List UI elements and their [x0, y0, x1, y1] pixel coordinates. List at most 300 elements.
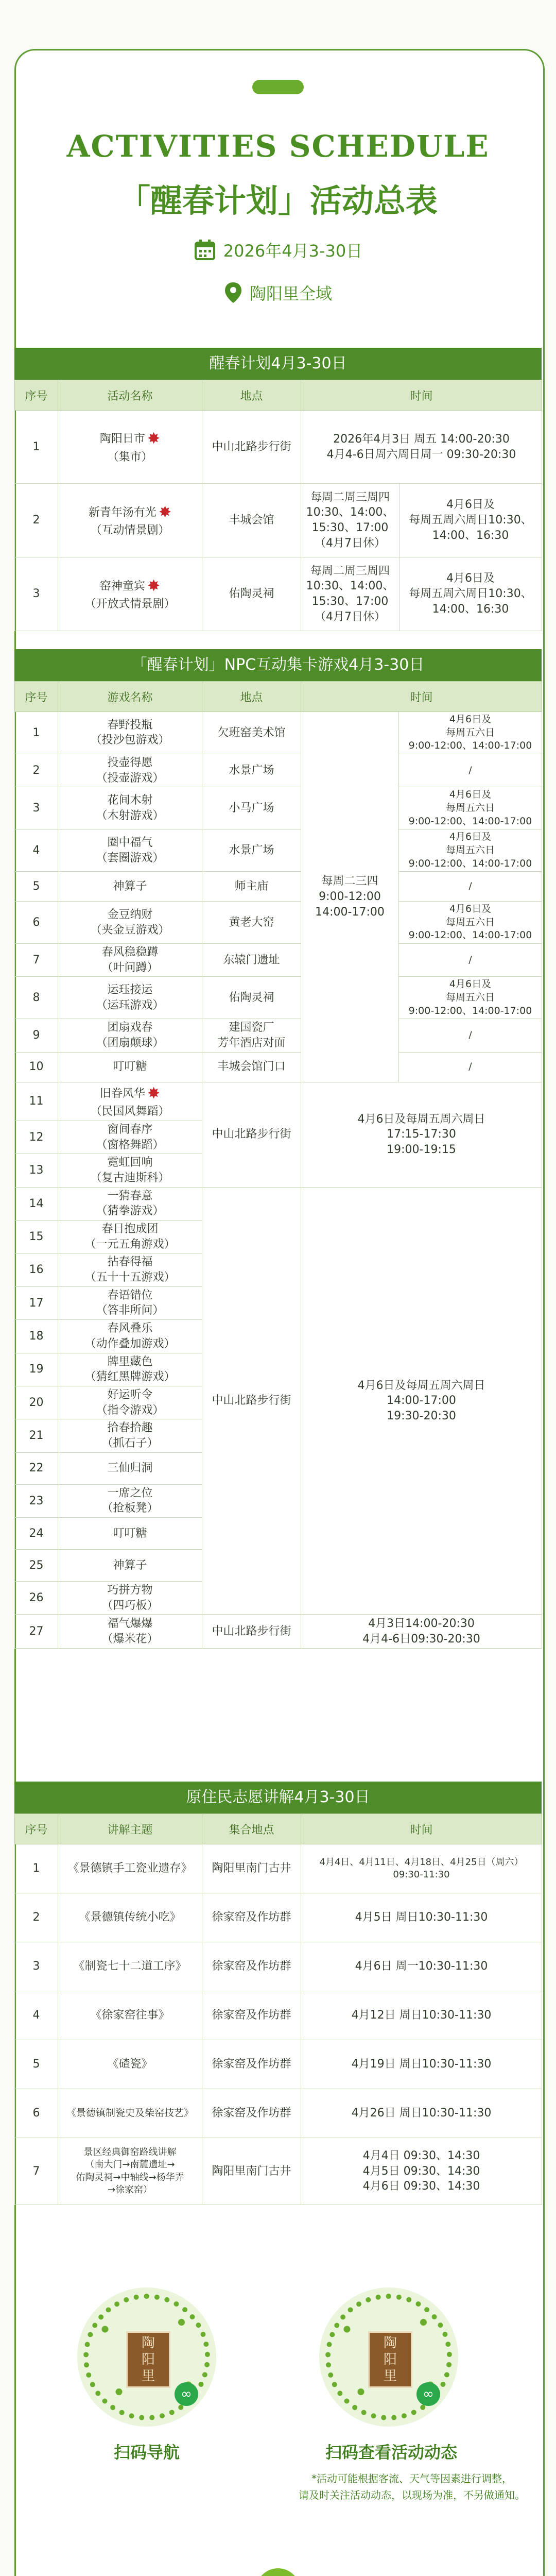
table-row	[15, 787, 542, 829]
name-line1: 好运听令	[107, 1388, 153, 1401]
row-no: 2	[15, 754, 58, 787]
table-header-row	[15, 682, 542, 712]
location-pin-icon	[224, 281, 242, 308]
game-place	[202, 902, 301, 944]
game-name	[58, 872, 202, 902]
row-no: 19	[15, 1353, 58, 1386]
row-no: 11	[15, 1082, 58, 1121]
name-line1: 神算子	[113, 879, 147, 893]
place: 徐家窑及作坊群	[202, 2040, 301, 2089]
name-line2: （猜红黑牌游戏）	[84, 1370, 176, 1384]
activity-qr-code[interactable]	[319, 2287, 458, 2427]
place: 徐家窑及作坊群	[202, 2089, 301, 2138]
t: 4月4-6日09:30-20:30	[362, 1632, 480, 1646]
table-row	[15, 944, 542, 977]
table-row	[15, 1052, 542, 1082]
activity-name	[58, 484, 202, 557]
weekend-times	[399, 712, 542, 754]
row-no: 24	[15, 1518, 58, 1550]
game-place	[202, 944, 301, 977]
qr1-label: 扫码导航	[113, 2443, 180, 2462]
table-row	[15, 712, 542, 754]
name-line2: （四巧板）	[101, 1599, 159, 1612]
name-line1: 霓虹回响	[107, 1156, 153, 1170]
table-row	[15, 557, 542, 631]
t: 9:00-12:00	[319, 890, 381, 904]
place: 徐家窑及作坊群	[202, 1991, 301, 2040]
weekend-times	[399, 1019, 542, 1052]
time: 4月6日 周一10:30-11:30	[301, 1942, 542, 1991]
game-place	[202, 754, 301, 787]
col-place: 地点	[202, 682, 301, 712]
t: 9:00-12:00、14:00-17:00	[408, 815, 532, 827]
table-header-row	[15, 380, 542, 411]
t: 每周五六日	[446, 992, 495, 1004]
activity-place: 中山北路步行街	[202, 411, 301, 484]
name-line1: 陶阳日市	[99, 432, 145, 446]
game-name	[58, 754, 202, 787]
mini-program-icon: ∞	[416, 2382, 440, 2406]
t: 4月6日及每周五周六周日	[357, 1379, 485, 1392]
row-no: 6	[15, 902, 58, 944]
col-name: 活动名称	[58, 380, 202, 411]
place-line1: 丰城会馆门口	[217, 1060, 286, 1074]
topic: 《碴瓷》	[58, 2040, 202, 2089]
row-no: 2	[15, 484, 58, 557]
name-line2: （叶问蹲）	[101, 961, 159, 974]
game-place	[202, 787, 301, 829]
game-name	[58, 829, 202, 872]
col-no: 序号	[15, 682, 58, 712]
t: 17:15-17:30	[387, 1128, 456, 1141]
group-times	[301, 1082, 542, 1187]
activity-place: 佑陶灵祠	[202, 557, 301, 631]
place-line1: 水景广场	[229, 764, 274, 777]
top-tab-decoration	[252, 80, 304, 94]
time-line2: 4月4-6日周六周日周一 09:30-20:30	[326, 448, 516, 461]
weekend-times	[399, 754, 542, 787]
star-badge-icon: ✸	[147, 1084, 161, 1103]
t: 14:00-17:00	[315, 905, 385, 919]
name-line2: （一元五角游戏）	[84, 1238, 176, 1251]
game-place	[202, 712, 301, 754]
name-line2: （集市）	[107, 450, 153, 464]
game-place: 中山北路步行街	[202, 1615, 301, 1649]
name-line1: 投壶得愿	[107, 756, 153, 769]
col-time: 时间	[301, 380, 542, 411]
place-line1: 水景广场	[229, 843, 274, 857]
table-row	[15, 1942, 542, 1991]
t: 景区经典御窑路线讲解	[83, 2146, 177, 2158]
row-no: 23	[15, 1484, 58, 1517]
activity-time	[301, 557, 542, 631]
game-name	[58, 1154, 202, 1187]
group-times	[301, 1187, 542, 1615]
game-name	[58, 1253, 202, 1286]
row-no: 3	[15, 787, 58, 829]
star-badge-icon: ✸	[147, 577, 161, 595]
section2-title: 「醒春计划」NPC互动集卡游戏4月3-30日	[14, 649, 542, 681]
time: 4月5日 周日10:30-11:30	[301, 1893, 542, 1942]
star-badge-icon: ✸	[147, 430, 161, 448]
name-line1: 巧拼方物	[107, 1584, 153, 1597]
name-line1: 金豆纳财	[107, 908, 153, 921]
t: 14:00、16:30	[432, 602, 509, 616]
t: 9:00-12:00、14:00-17:00	[408, 857, 532, 869]
name-line1: 春风叠乐	[107, 1322, 153, 1335]
t: 19:00-19:15	[387, 1143, 456, 1157]
activity-place: 丰城会馆	[202, 484, 301, 557]
t: 9:00-12:00、14:00-17:00	[408, 1005, 532, 1016]
title-chinese: 「醒春计划」活动总表	[118, 182, 438, 219]
game-name	[58, 1419, 202, 1452]
name-line1: 花间木射	[107, 794, 153, 807]
group-place: 中山北路步行街	[202, 1187, 301, 1615]
row-no: 4	[15, 829, 58, 872]
table-row	[15, 1082, 542, 1121]
topic: 《徐家窑往事》	[58, 1991, 202, 2040]
t: 4月6日 09:30、14:30	[362, 2180, 480, 2193]
game-place	[202, 1019, 301, 1052]
name-line2: （套圈游戏）	[96, 851, 164, 865]
place-line2: 芳年酒店对面	[217, 1037, 286, 1050]
t: 每周五六日	[446, 726, 495, 738]
weekday-times	[301, 484, 399, 557]
date-line	[0, 238, 556, 265]
t: 4月4日 09:30、14:30	[362, 2149, 480, 2162]
t: 4月6日及每周五周六周日	[357, 1112, 485, 1126]
row-no: 16	[15, 1253, 58, 1286]
game-name	[58, 1484, 202, 1517]
table-row	[15, 977, 542, 1019]
t: 每周五六日	[446, 844, 495, 856]
name-line1: 运珏接运	[107, 984, 153, 997]
section2-table	[14, 681, 542, 1649]
t: 4月4日、4月11日、4月18日、4月25日（周六）	[319, 1856, 524, 1868]
section3-title: 原住民志愿讲解4月3-30日	[14, 1782, 542, 1814]
game-name	[58, 1615, 202, 1649]
section3-table	[14, 1814, 542, 2205]
row-no: 27	[15, 1615, 58, 1649]
table-row	[15, 411, 542, 484]
time: 4月19日 周日10:30-11:30	[301, 2040, 542, 2089]
game-name	[58, 1019, 202, 1052]
group-place: 中山北路步行街	[202, 1082, 301, 1187]
name-line2: （开放式情景剧）	[84, 598, 176, 611]
col-no: 序号	[15, 1814, 58, 1844]
t: 10:30、14:00、	[306, 580, 394, 593]
name-line2: （运珏游戏）	[96, 998, 164, 1012]
weekend-times	[399, 787, 542, 829]
table-row	[15, 1019, 542, 1052]
game-name	[58, 1386, 202, 1419]
row-no: 3	[15, 557, 58, 631]
name-line1: 春日抱成团	[101, 1223, 159, 1236]
name-line2: （爆米花）	[101, 1632, 159, 1646]
row-no: 21	[15, 1419, 58, 1452]
row-no: 25	[15, 1550, 58, 1582]
t: 每周二周三周四	[310, 564, 390, 578]
taoyangli-logo: 陶 阳 里	[126, 2331, 170, 2388]
game-name	[58, 1320, 202, 1353]
weekend-times	[399, 902, 542, 944]
row-no: 13	[15, 1154, 58, 1187]
row-no: 1	[15, 1844, 58, 1893]
game-place	[202, 872, 301, 902]
topic	[58, 2138, 202, 2205]
table-row	[15, 1615, 542, 1649]
name-line1: 三仙归洞	[107, 1462, 153, 1475]
t: （4月7日休）	[315, 536, 386, 550]
name-line2: （答非所问）	[96, 1304, 164, 1317]
activity-name	[58, 411, 202, 484]
table-row	[15, 1844, 542, 1893]
row-no: 17	[15, 1286, 58, 1319]
t: 每周五六日	[446, 916, 495, 928]
game-name	[58, 1052, 202, 1082]
weekend-times	[399, 944, 542, 977]
col-place: 集合地点	[202, 1814, 301, 1844]
empty-slash: /	[468, 880, 472, 892]
table-row	[15, 1187, 542, 1220]
table-row	[15, 829, 542, 872]
name-line1: 旧眷风华	[99, 1087, 145, 1100]
date-text: 2026年4月3-30日	[223, 241, 363, 261]
t: 4月6日及	[449, 789, 492, 801]
game-name	[58, 902, 202, 944]
section1-title: 醒春计划4月3-30日	[14, 348, 542, 380]
table-row	[15, 754, 542, 787]
game-name	[58, 1187, 202, 1220]
name-line2: （抢板凳）	[101, 1502, 159, 1515]
row-no: 20	[15, 1386, 58, 1419]
name-line1: 窗间春序	[107, 1123, 153, 1136]
title-english: ACTIVITIES SCHEDULE	[66, 129, 490, 164]
place-line1: 小马广场	[229, 801, 274, 815]
col-topic: 讲解主题	[58, 1814, 202, 1844]
game-name	[58, 787, 202, 829]
navigation-qr-code[interactable]	[77, 2287, 216, 2427]
qr2-label: 扫码查看活动动态	[325, 2443, 457, 2462]
name-line1: 春语错位	[107, 1289, 153, 1302]
table-row	[15, 2138, 542, 2205]
name-line2: （五十十五游戏）	[84, 1271, 176, 1284]
time	[301, 2138, 542, 2205]
location-line	[0, 281, 556, 308]
row-no: 15	[15, 1221, 58, 1253]
location-text: 陶阳里全域	[249, 284, 332, 303]
note-line2: 请及时关注活动动态，以现场为准，不另做通知。	[299, 2489, 525, 2501]
table-header-row	[15, 1814, 542, 1844]
t: 4月6日及	[446, 572, 495, 585]
name-line1: 新青年汤有光	[88, 506, 157, 519]
row-no: 2	[15, 1893, 58, 1942]
t: （南大门→南麓遗址→	[85, 2159, 175, 2171]
weekend-times	[399, 829, 542, 872]
game-name	[58, 977, 202, 1019]
game-name	[58, 1121, 202, 1154]
weekend-times	[399, 1052, 542, 1082]
name-line1: 叮叮糖	[113, 1527, 147, 1540]
game-times	[301, 1615, 542, 1649]
time-line1: 2026年4月3日 周五 14:00-20:30	[333, 432, 510, 446]
table-row	[15, 2089, 542, 2138]
game-name	[58, 1550, 202, 1582]
col-time: 时间	[301, 1814, 542, 1844]
name-line1: 拾春拾趣	[107, 1421, 153, 1435]
table-row	[15, 902, 542, 944]
place-line1: 东辕门遗址	[223, 953, 280, 967]
t: 4月3日14:00-20:30	[368, 1617, 475, 1631]
t: 每周五六日	[446, 802, 495, 814]
name-line2: （抓石子）	[101, 1436, 159, 1450]
t: 4月6日及	[449, 903, 492, 915]
name-line2: （复古迪斯科）	[90, 1171, 170, 1184]
row-no: 5	[15, 872, 58, 902]
t: 15:30、17:00	[311, 521, 389, 534]
row-no: 7	[15, 2138, 58, 2205]
game-name	[58, 1221, 202, 1253]
t: 每周五周六周日10:30、	[409, 514, 532, 527]
name-line2: （窗格舞蹈）	[96, 1138, 164, 1151]
game-place	[202, 829, 301, 872]
t: （4月7日休）	[315, 610, 386, 623]
name-line1: 福气爆爆	[107, 1617, 153, 1631]
name-line1: 神算子	[113, 1558, 147, 1572]
col-no: 序号	[15, 380, 58, 411]
topic: 《景德镇传统小吃》	[58, 1893, 202, 1942]
table-row	[15, 1991, 542, 2040]
row-no: 3	[15, 1942, 58, 1991]
row-no: 1	[15, 411, 58, 484]
place-line1: 黄老大窑	[229, 916, 274, 929]
row-no: 9	[15, 1019, 58, 1052]
t: 19:30-20:30	[387, 1409, 456, 1422]
row-no: 4	[15, 1991, 58, 2040]
name-line1: 一猜春意	[107, 1189, 153, 1202]
game-name	[58, 944, 202, 977]
t: 4月5日 09:30、14:30	[362, 2164, 480, 2178]
game-name	[58, 712, 202, 754]
table-row	[15, 1893, 542, 1942]
row-no: 26	[15, 1582, 58, 1615]
row-no: 10	[15, 1052, 58, 1082]
name-line1: 拈春得福	[107, 1256, 153, 1269]
game-name	[58, 1582, 202, 1615]
weekday-times	[301, 712, 399, 1082]
t: 4月6日及	[449, 978, 492, 990]
note-line1: *活动可能根据客流、天气等因素进行调整，	[311, 2472, 512, 2485]
t: 4月6日及	[446, 498, 495, 512]
name-line2: （投沙包游戏）	[90, 734, 170, 747]
activity-time	[301, 411, 542, 484]
star-badge-icon: ✸	[158, 503, 172, 521]
col-name: 游戏名称	[58, 682, 202, 712]
name-line1: 春风稳稳蹲	[101, 946, 159, 959]
name-line2: （投壶游戏）	[96, 771, 164, 785]
name-line1: 圈中福气	[107, 836, 153, 849]
name-line2: （民国风舞蹈）	[90, 1105, 170, 1118]
name-line2: （夹金豆游戏）	[90, 923, 170, 937]
game-name	[58, 1082, 202, 1121]
name-line1: 窑神童宾	[99, 580, 145, 593]
row-no: 6	[15, 2089, 58, 2138]
t: 09:30-11:30	[393, 1869, 450, 1880]
taoyangli-logo: 陶 阳 里	[368, 2331, 412, 2388]
row-no: 22	[15, 1452, 58, 1484]
t: →徐家窑）	[107, 2184, 153, 2195]
topic: 《景德镇制瓷史及柴窑技艺》	[58, 2089, 202, 2138]
weekend-times	[399, 872, 542, 902]
row-no: 7	[15, 944, 58, 977]
weekend-times	[399, 557, 542, 631]
t: 15:30、17:00	[311, 595, 389, 608]
t: 每周五周六周日10:30、	[409, 587, 532, 601]
name-line2: （互动情景剧）	[90, 524, 170, 537]
table-row	[15, 2040, 542, 2089]
table-row	[15, 484, 542, 557]
t: 佑陶灵祠→中轴线→杨华弄	[76, 2172, 184, 2183]
place: 徐家窑及作坊群	[202, 1942, 301, 1991]
name-line1: 春野投瓶	[107, 718, 153, 732]
t: 14:00、16:30	[432, 529, 509, 542]
place-line1: 欠班窑美术馆	[217, 726, 286, 739]
t: 9:00-12:00、14:00-17:00	[408, 929, 532, 941]
topic: 《制瓷七十二道工序》	[58, 1942, 202, 1991]
t: 4月6日及	[449, 831, 492, 843]
game-name	[58, 1353, 202, 1386]
time	[301, 1844, 542, 1893]
table-row	[15, 872, 542, 902]
t: 10:30、14:00、	[306, 506, 394, 519]
row-no: 8	[15, 977, 58, 1019]
t: 每周二周三周四	[310, 490, 390, 504]
place-line1: 师主庙	[234, 879, 269, 893]
game-name	[58, 1452, 202, 1484]
time: 4月12日 周日10:30-11:30	[301, 1991, 542, 2040]
t: 14:00-17:00	[387, 1394, 456, 1408]
row-no: 12	[15, 1121, 58, 1154]
t: 9:00-12:00、14:00-17:00	[408, 740, 532, 752]
game-place	[202, 977, 301, 1019]
col-time: 时间	[301, 682, 542, 712]
place: 徐家窑及作坊群	[202, 1893, 301, 1942]
t: 4月6日及	[449, 714, 492, 725]
empty-slash: /	[468, 1061, 472, 1073]
col-place: 地点	[202, 380, 301, 411]
t: 每周二三四	[321, 875, 378, 888]
activity-name	[58, 557, 202, 631]
game-name	[58, 1286, 202, 1319]
place-line1: 建国瓷厂	[229, 1021, 274, 1035]
mini-program-icon: ∞	[175, 2382, 198, 2406]
name-line1: 团扇戏春	[107, 1021, 153, 1035]
topic: 《景德镇手工瓷业遗存》	[58, 1844, 202, 1893]
name-line2: （木射游戏）	[96, 809, 164, 822]
name-line2: （指令游戏）	[96, 1403, 164, 1417]
name-line1: 一席之位	[107, 1486, 153, 1500]
name-line2: （团扇颠球）	[96, 1037, 164, 1050]
place: 陶阳里南门古井	[202, 2138, 301, 2205]
section1-table	[14, 380, 542, 631]
row-no: 1	[15, 712, 58, 754]
place: 陶阳里南门古井	[202, 1844, 301, 1893]
game-name	[58, 1518, 202, 1550]
row-no: 5	[15, 2040, 58, 2089]
name-line1: 叮叮糖	[113, 1060, 147, 1074]
game-place	[202, 1052, 301, 1082]
empty-slash: /	[468, 764, 472, 776]
